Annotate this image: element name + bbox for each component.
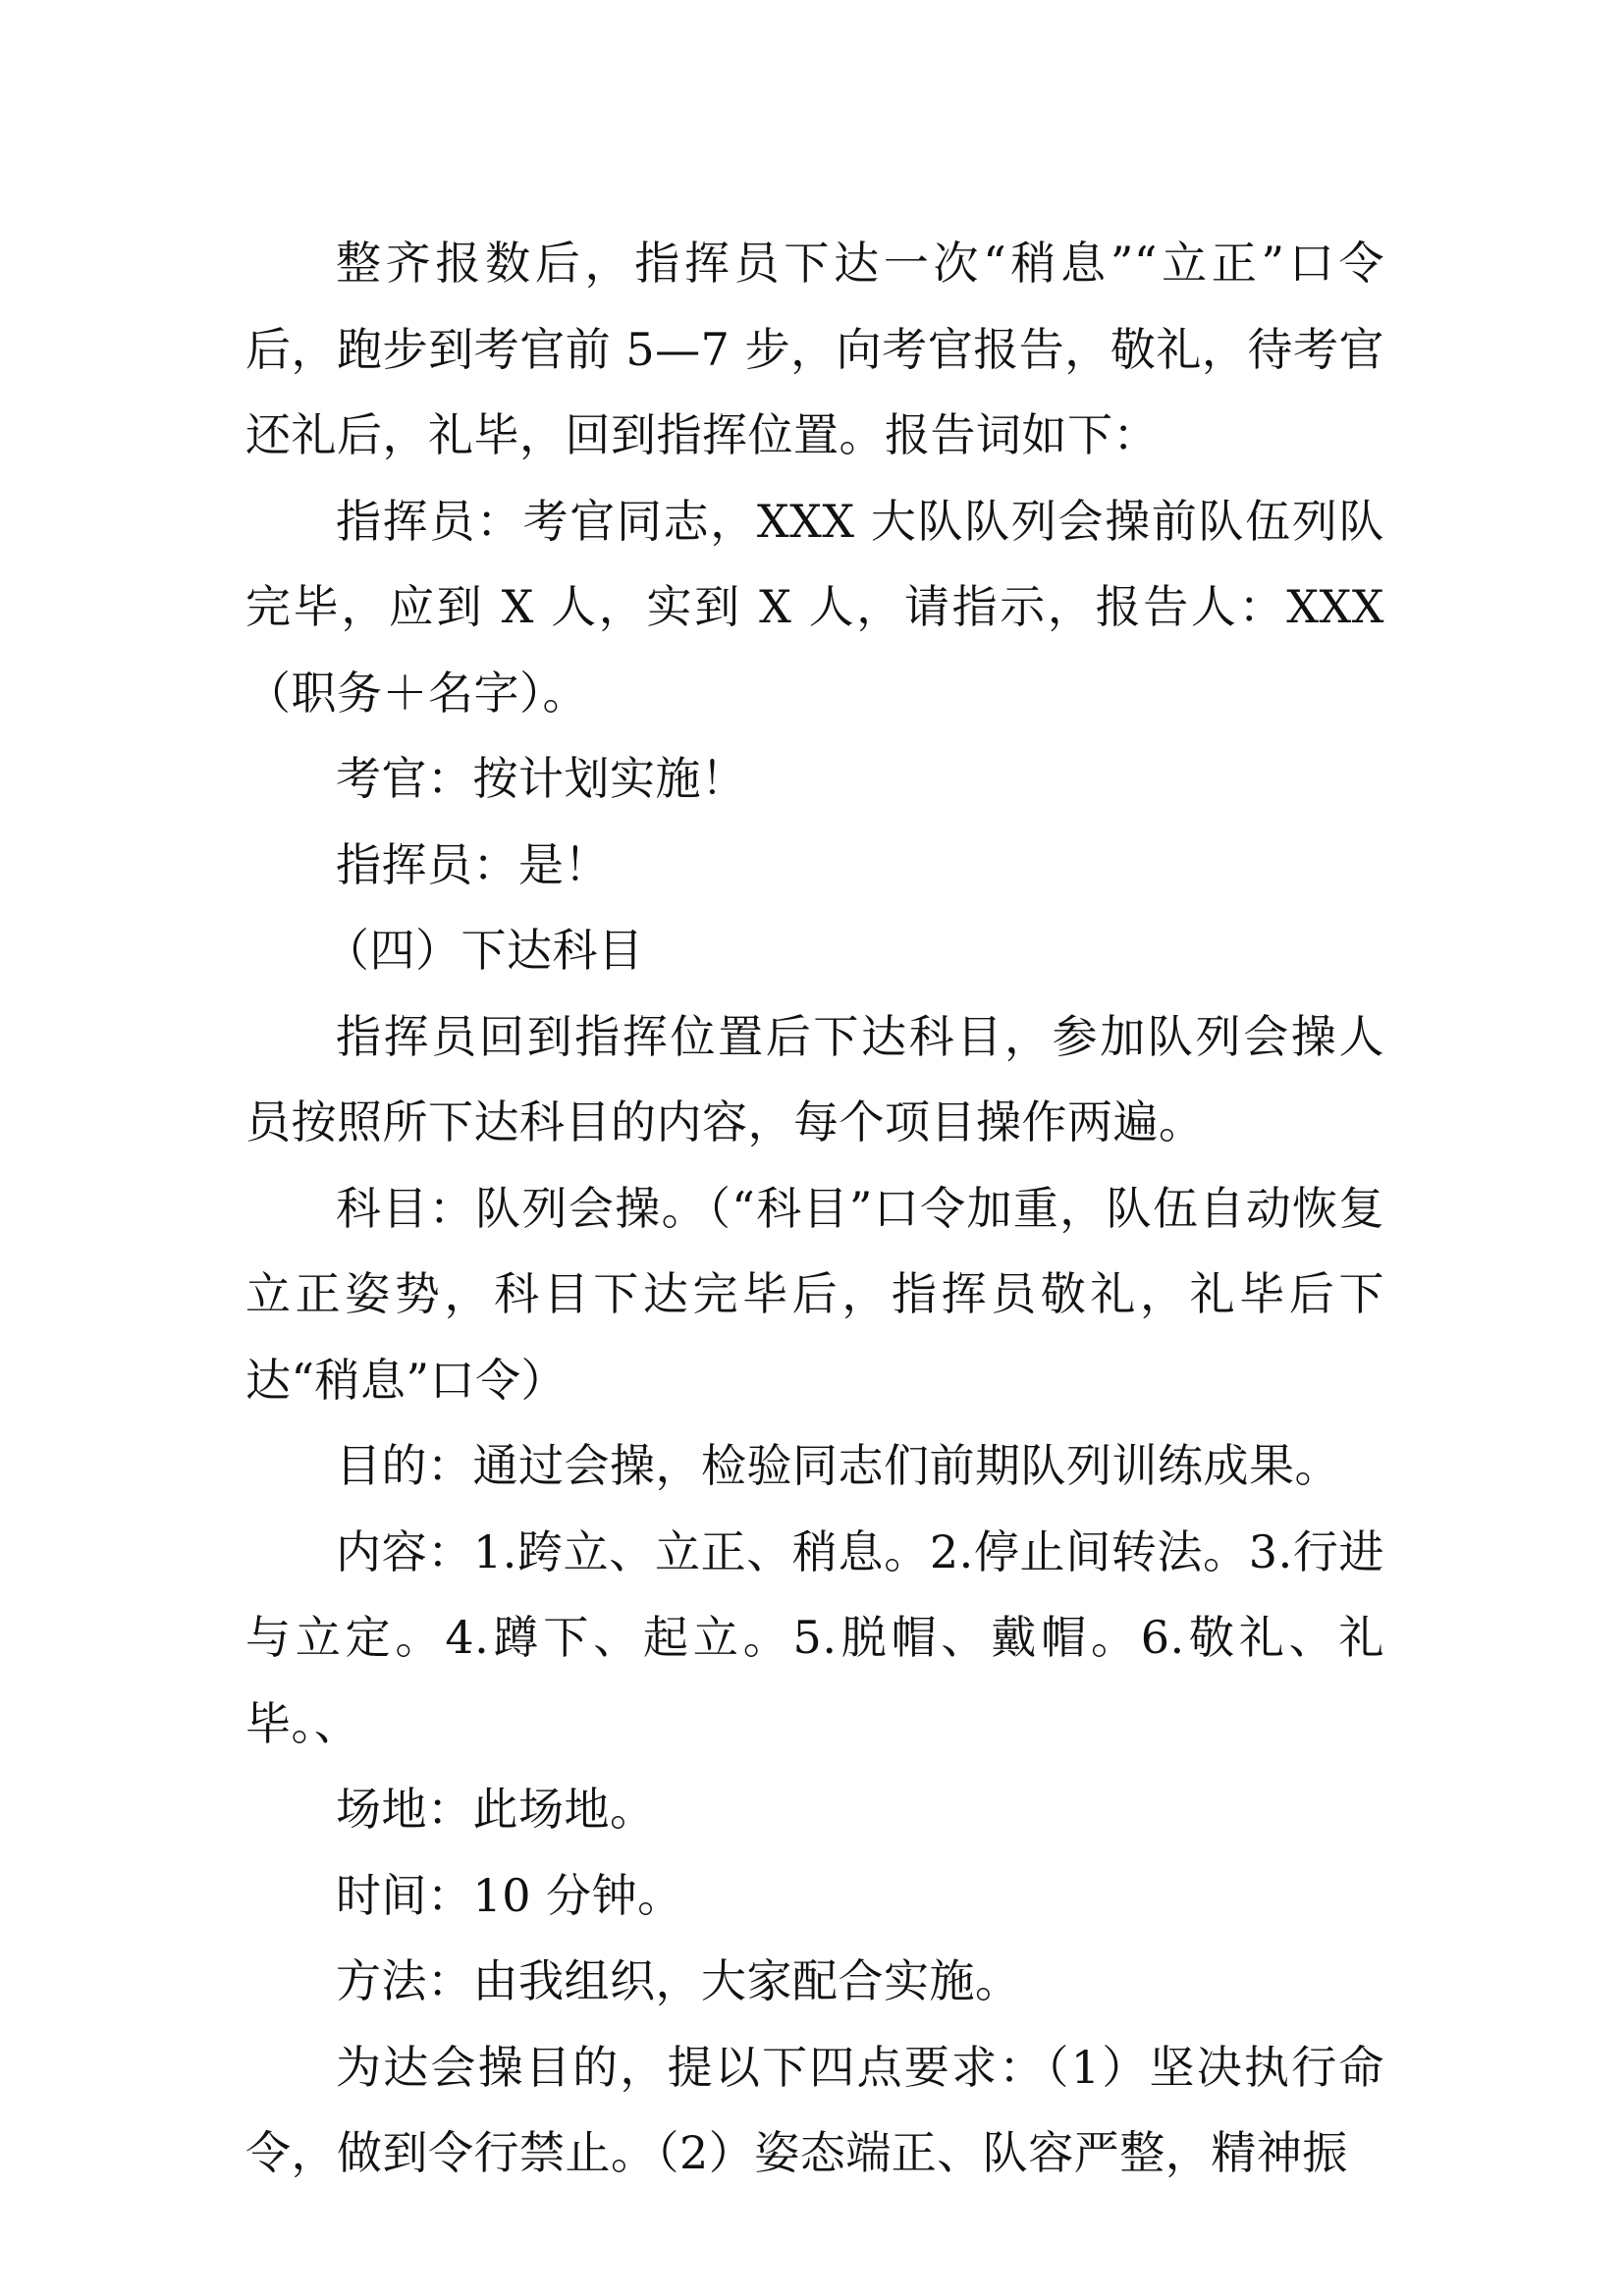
paragraph-method: 方法：由我组织，大家配合实施。 [336,1954,1021,2007]
paragraph-issue-subject: 指挥员回到指挥位置后下达科目，参加队列会操人员按照所下达科目的内容，每个项目操作两遍。 [245,1009,1384,1148]
paragraph-purpose: 目的：通过会操，检验同志们前期队列训练成果。 [336,1439,1340,1492]
document-body [245,221,1384,2197]
paragraph-commander-ack: 指挥员：是！ [336,837,610,891]
paragraph-subject: 科目：队列会操。（“科目”口令加重，队伍自动恢复立正姿势，科目下达完毕后，指挥员敬礼，礼毕后下达“稍息”口令） [245,1181,1384,1407]
paragraph-venue: 场地：此场地。 [336,1783,656,1836]
paragraph-requirements: 为达会操目的，提以下四点要求：（1）坚决执行命令，做到令行禁止。（2）姿态端正、队容严整，精神振 [245,2040,1384,2179]
paragraph-report-procedure: 整齐报数后，指挥员下达一次“稍息”“立正”口令后，跑步到考官前 5—7 步，向考官报告，敬礼，待考官还礼后，礼毕，回到指挥位置。报告词如下： [245,237,1384,461]
paragraph-time: 时间：10 分钟。 [336,1868,683,1922]
section-heading-issue-subject: （四）下达科目 [324,924,644,977]
paragraph-content: 内容：1.跨立、立正、稍息。2.停止间转法。3.行进与立定。4.蹲下、起立。5.脱帽、戴帽。6.敬礼、礼毕。、 [245,1524,1384,1750]
paragraph-commander-report: 指挥员：考官同志，XXX 大队队列会操前队伍列队完毕，应到 X 人，实到 X 人，请指示，报告人：XXX（职务＋名字）。 [245,494,1384,720]
paragraph-examiner-reply: 考官：按计划实施！ [336,752,747,805]
